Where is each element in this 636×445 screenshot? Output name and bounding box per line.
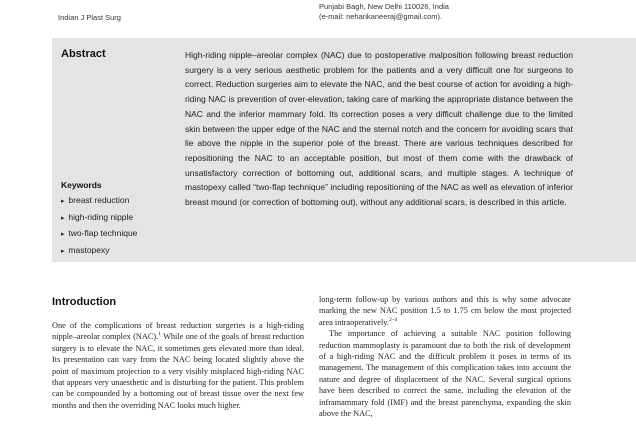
email-line: (e-mail: neharikaneeraj@gmail.com). xyxy=(319,12,443,21)
abstract-box xyxy=(52,38,636,262)
keyword-item: ▸ two-flap technique xyxy=(61,226,137,243)
intro-paragraph xyxy=(319,294,571,328)
journal-name: Indian J Plast Surg xyxy=(58,13,121,22)
author-address xyxy=(319,2,449,22)
keyword-item: ▸ breast reduction xyxy=(61,193,137,210)
address-line: Punjabi Bagh, New Delhi 110026, India xyxy=(319,2,449,11)
abstract-heading: Abstract xyxy=(61,48,106,60)
citation-ref: 1 xyxy=(158,331,161,338)
intro-text-continued: long-term follow-up by various authors and this is why some advocate marking the new NAC position 1.5 to 1.75 cm below the most projected area intraoperatively. xyxy=(319,295,571,327)
keyword-item: ▸ high-riding nipple xyxy=(61,210,137,227)
introduction-heading: Introduction xyxy=(52,296,117,308)
intro-paragraph xyxy=(52,320,304,411)
introduction-left-column xyxy=(52,320,304,411)
introduction-right-column xyxy=(319,294,571,419)
intro-text-a: One of the complications of breast reduction surgeries is a high-riding nipple–areolar complex (NAC). xyxy=(52,321,304,342)
keyword-item: ▸ mastopexy xyxy=(61,243,137,260)
keywords-list xyxy=(61,193,137,259)
citation-ref: 2–4 xyxy=(388,317,398,324)
intro-text-b: While one of the goals of breast reduction surgery is to elevate the NAC, it sometimes gets elevated more than ideal. Its presentation can vary from the NAC being located slightly above the point of maximum projection to a very visibly misplaced high-riding NAC that appears very unaesthetic and is disturbing for the patient. This problem can be compounded by a bottoming out of breast tissue over the next few months and then the overriding NAC looks much higher. xyxy=(52,332,304,410)
intro-paragraph: The importance of achieving a suitable NAC position following reduction mammoplasty is paramount due to both the risk of development of a high-riding NAC and the difficult problem it poses in terms of its management. The management of this complication takes into account the nature and degree of displacement of the NAC. Several surgical options have been described to correct the same, including the elevation of the inframammary fold (IMF) and the breast parenchyma, expanding the skin above the NAC, xyxy=(319,329,571,419)
keywords-heading: Keywords xyxy=(61,180,102,190)
abstract-text: High-riding nipple–areolar complex (NAC) due to postoperative malposition following breast reduction surgery is a very serious aesthetic problem for the patients and a very difficult one for surgeons to correct. Reduction surgeries aim to elevate the NAC, and the best course of action for avoiding a high-riding NAC is prevention of over-elevation, taking care of marking the appropriate distance between the NAC and the inferior mammary fold. Its correction poses a very difficult challenge due to the limited skin between the upper edge of the NAC and the sternal notch and the concern for avoiding scars that lie above the nipple in the superior pole of the breast. There are various techniques described for repositioning the NAC to an acceptable position, but most of them come with the drawback of unsatisfactory correction of bottoming out, additional scars, and multiple stages. A technique of mastopexy called “two-flap technique” including repositioning of the NAC as well as elevation of inferior breast mound (or correction of bottoming out), without any additional scars, is described in this article. xyxy=(185,50,573,208)
